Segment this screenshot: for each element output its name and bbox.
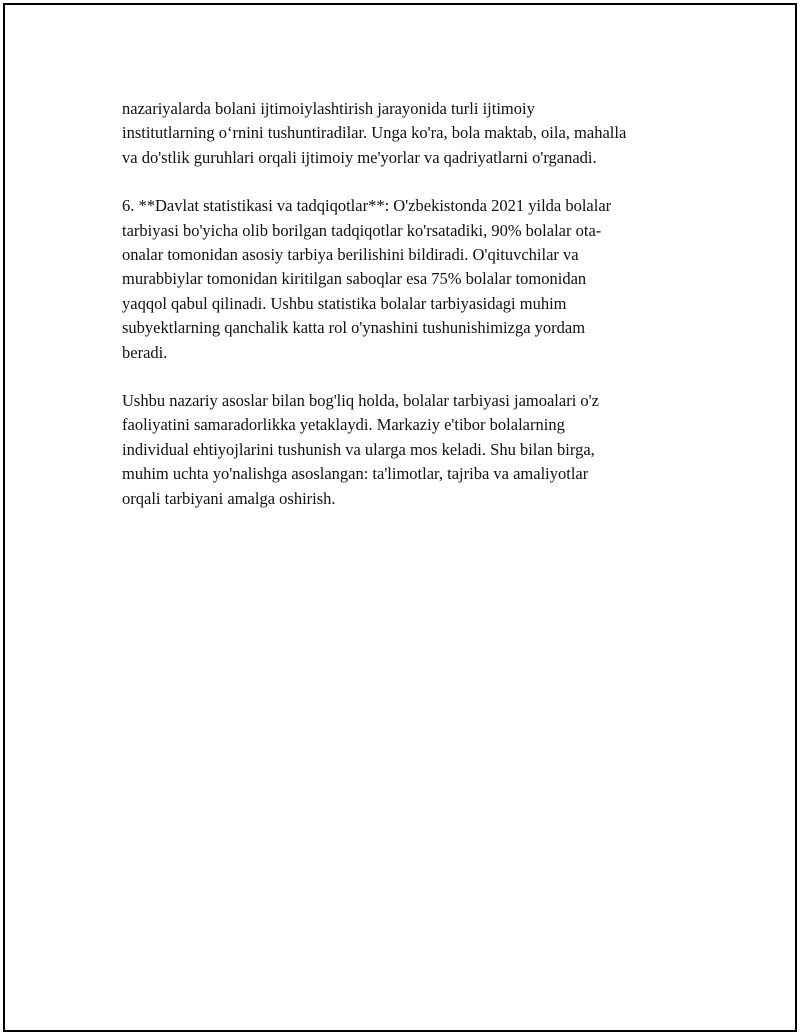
document-body bbox=[122, 97, 692, 535]
text-line: individual ehtiyojlarini tushunish va ularga mos keladi. Shu bilan birga, bbox=[122, 439, 595, 459]
text-line: faoliyatini samaradorlikka yetaklaydi. Markaziy e'tibor bolalarning bbox=[122, 415, 565, 435]
text-line: subyektlarning qanchalik katta rol o'ynashini tushunishimizga yordam bbox=[122, 318, 586, 338]
text-line: beradi. bbox=[122, 342, 168, 362]
page-frame bbox=[3, 3, 797, 1032]
text-line: Ushbu nazariy asoslar bilan bog'liq holda, bolalar tarbiyasi jamoalari o'z bbox=[122, 391, 599, 411]
paragraph-conclusion bbox=[122, 389, 692, 511]
text-line: muhim uchta yo'nalishga asoslangan: ta'limotlar, tajriba va amaliyotlar bbox=[122, 464, 589, 484]
paragraph-socialization bbox=[122, 97, 692, 170]
text-line: onalar tomonidan asosiy tarbiya berilishini bildiradi. O'qituvchilar va bbox=[122, 245, 579, 265]
text-line: yaqqol qabul qilinadi. Ushbu statistika bolalar tarbiyasidagi muhim bbox=[122, 293, 567, 313]
text-line: va do'stlik guruhlari orqali ijtimoiy me'yorlar va qadriyatlarni o'rganadi. bbox=[122, 147, 597, 167]
text-line: murabbiylar tomonidan kiritilgan saboqlar esa 75% bolalar tomonidan bbox=[122, 269, 587, 289]
text-line: nazariyalarda bolani ijtimoiylashtirish jarayonida turli ijtimoiy bbox=[122, 99, 535, 118]
paragraph-statistics bbox=[122, 194, 692, 365]
text-line: 6. **Davlat statistikasi va tadqiqotlar**: O'zbekistonda 2021 yilda bolalar bbox=[122, 196, 612, 216]
text-line: tarbiyasi bo'yicha olib borilgan tadqiqotlar ko'rsatadiki, 90% bolalar ota- bbox=[122, 220, 602, 240]
text-line: institutlarning o‘rnini tushuntiradilar. Unga ko'ra, bola maktab, oila, mahalla bbox=[122, 123, 627, 143]
text-line: orqali tarbiyani amalga oshirish. bbox=[122, 488, 336, 508]
